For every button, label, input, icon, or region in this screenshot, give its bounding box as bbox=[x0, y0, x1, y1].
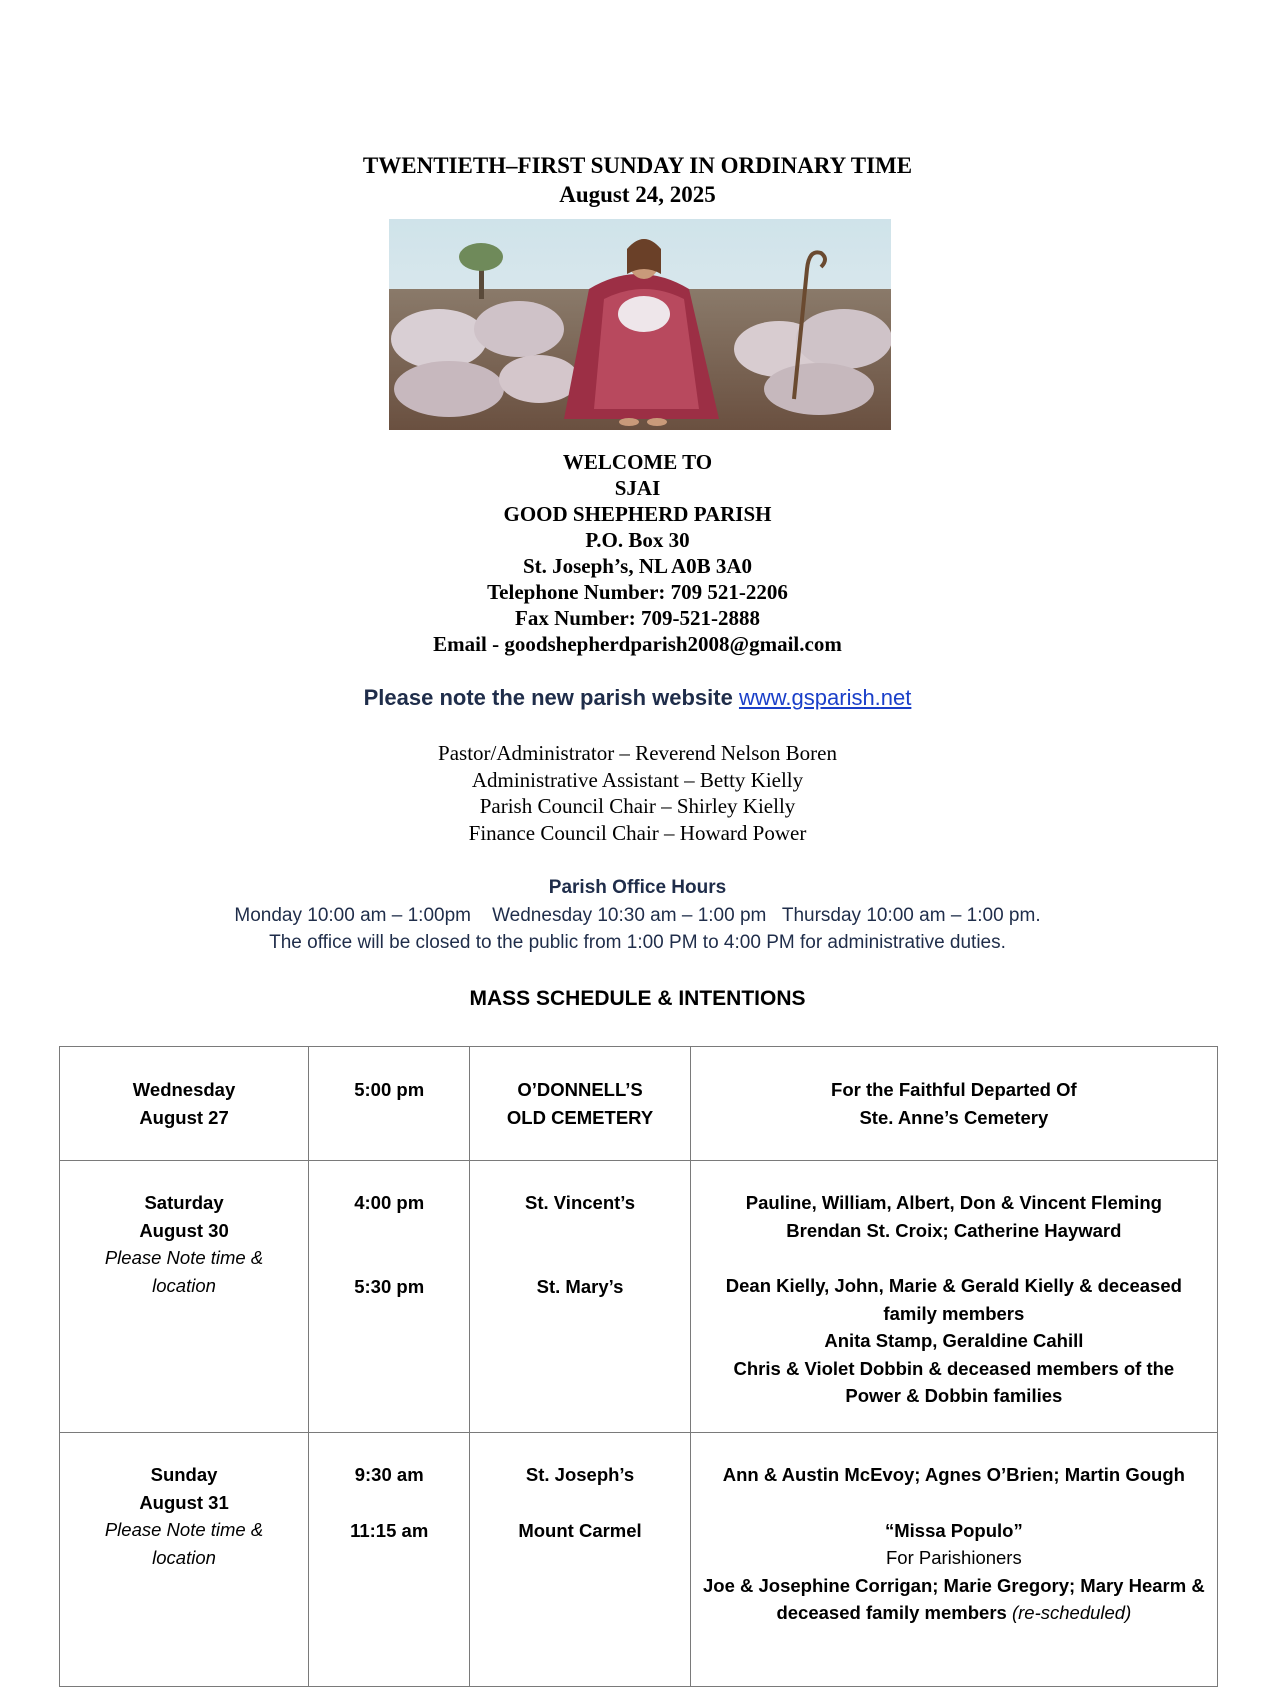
good-shepherd-image bbox=[389, 219, 891, 430]
mass-time: 5:30 pm bbox=[354, 1275, 425, 1297]
table-row bbox=[60, 1161, 1218, 1433]
day-cell bbox=[60, 1161, 309, 1433]
mass-time: 5:00 pm bbox=[354, 1079, 425, 1100]
mass-schedule-table bbox=[59, 1046, 1218, 1687]
mass-schedule-heading: MASS SCHEDULE & INTENTIONS bbox=[469, 987, 806, 1010]
welcome-block bbox=[0, 449, 1275, 657]
staff-line: Parish Council Chair – Shirley Kielly bbox=[479, 794, 796, 818]
website-note bbox=[0, 684, 1275, 712]
intention-line: Pauline, William, Albert, Don & Vincent Fleming bbox=[745, 1192, 1162, 1213]
mass-location: St. Joseph’s bbox=[525, 1464, 635, 1485]
welcome-line: SJAI bbox=[614, 476, 661, 500]
intention-line: Power & Dobbin families bbox=[845, 1385, 1063, 1406]
mass-location: O’DONNELL’S bbox=[517, 1079, 643, 1100]
time-cell bbox=[309, 1161, 470, 1433]
intention-line: Joe & Josephine Corrigan; Marie Gregory; Mary Hearm & bbox=[703, 1574, 1205, 1596]
day-date: August 27 bbox=[139, 1106, 229, 1128]
day-name: Sunday bbox=[150, 1464, 218, 1485]
staff-line: Administrative Assistant – Betty Kielly bbox=[471, 767, 804, 792]
intention-cell bbox=[690, 1161, 1217, 1433]
intention-line: For Parishioners bbox=[886, 1547, 1022, 1568]
welcome-line: Email - goodshepherdparish2008@gmail.com bbox=[433, 632, 842, 656]
location-cell bbox=[470, 1433, 690, 1687]
mass-location: OLD CEMETERY bbox=[506, 1106, 654, 1128]
office-hours-times: Monday 10:00 am – 1:00pm Wednesday 10:30 am – 1:00 pm Thursday 10:00 am – 1:00 pm. bbox=[234, 904, 1041, 926]
welcome-line: P.O. Box 30 bbox=[585, 528, 690, 552]
day-note: location bbox=[152, 1274, 216, 1296]
day-name: Wednesday bbox=[132, 1079, 236, 1100]
staff-line: Pastor/Administrator – Reverend Nelson Boren bbox=[438, 741, 837, 765]
location-cell bbox=[470, 1047, 690, 1161]
mass-location: St. Mary’s bbox=[536, 1275, 624, 1297]
office-hours bbox=[0, 874, 1275, 957]
good-shepherd-illustration-icon bbox=[389, 219, 891, 430]
intention-text: deceased family members bbox=[776, 1602, 1007, 1623]
mass-time: 11:15 am bbox=[350, 1519, 429, 1541]
office-closed-note: The office will be closed to the public from 1:00 PM to 4:00 PM for administrative duties. bbox=[269, 932, 1006, 953]
intention-line: “Missa Populo” bbox=[884, 1519, 1023, 1541]
day-note: Please Note time & bbox=[104, 1519, 264, 1540]
website-note-text: Please note the new parish website bbox=[363, 685, 733, 710]
welcome-line: Fax Number: 709-521-2888 bbox=[515, 606, 760, 630]
welcome-line: St. Joseph’s, NL A0B 3A0 bbox=[522, 554, 753, 578]
welcome-line: Telephone Number: 709 521-2206 bbox=[487, 580, 788, 604]
mass-time: 4:00 pm bbox=[354, 1192, 425, 1213]
intention-line: Ann & Austin McEvoy; Agnes O’Brien; Martin Gough bbox=[722, 1464, 1185, 1485]
intention-line: Brendan St. Croix; Catherine Hayward bbox=[786, 1219, 1122, 1241]
day-cell bbox=[60, 1433, 309, 1687]
intention-cell bbox=[690, 1047, 1217, 1161]
day-date: August 31 bbox=[139, 1491, 229, 1513]
time-cell bbox=[309, 1047, 470, 1161]
location-cell bbox=[470, 1161, 690, 1433]
day-name: Saturday bbox=[144, 1192, 224, 1213]
intention-cell bbox=[690, 1433, 1217, 1687]
table-row bbox=[60, 1433, 1218, 1687]
staff-list bbox=[0, 740, 1275, 846]
bulletin-title: TWENTIETH–FIRST SUNDAY IN ORDINARY TIME bbox=[362, 153, 913, 178]
mass-time: 9:30 am bbox=[354, 1464, 424, 1485]
intention-line: Ste. Anne’s Cemetery bbox=[859, 1106, 1049, 1128]
office-hours-heading: Parish Office Hours bbox=[548, 877, 727, 898]
day-date: August 30 bbox=[139, 1219, 229, 1241]
intention-note: (re-scheduled) bbox=[1011, 1602, 1132, 1623]
intention-line: Anita Stamp, Geraldine Cahill bbox=[824, 1330, 1084, 1351]
welcome-line: WELCOME TO bbox=[562, 450, 713, 474]
time-cell bbox=[309, 1433, 470, 1687]
mass-location: St. Vincent’s bbox=[525, 1192, 636, 1213]
intention-line: Chris & Violet Dobbin & deceased members of the bbox=[733, 1357, 1175, 1379]
day-note: Please Note time & bbox=[104, 1247, 264, 1268]
welcome-line: GOOD SHEPHERD PARISH bbox=[503, 502, 772, 526]
intention-line: For the Faithful Departed Of bbox=[831, 1079, 1077, 1100]
website-link[interactable]: www.gsparish.net bbox=[738, 685, 912, 710]
mass-location: Mount Carmel bbox=[518, 1519, 642, 1541]
intention-line: family members bbox=[883, 1302, 1025, 1324]
table-row bbox=[60, 1047, 1218, 1161]
day-note: location bbox=[152, 1546, 216, 1568]
staff-line: Finance Council Chair – Howard Power bbox=[468, 820, 807, 845]
intention-line bbox=[691, 1599, 1217, 1627]
day-cell bbox=[60, 1047, 309, 1161]
bulletin-date: August 24, 2025 bbox=[559, 182, 716, 207]
intention-line: Dean Kielly, John, Marie & Gerald Kielly & deceased bbox=[725, 1275, 1182, 1296]
